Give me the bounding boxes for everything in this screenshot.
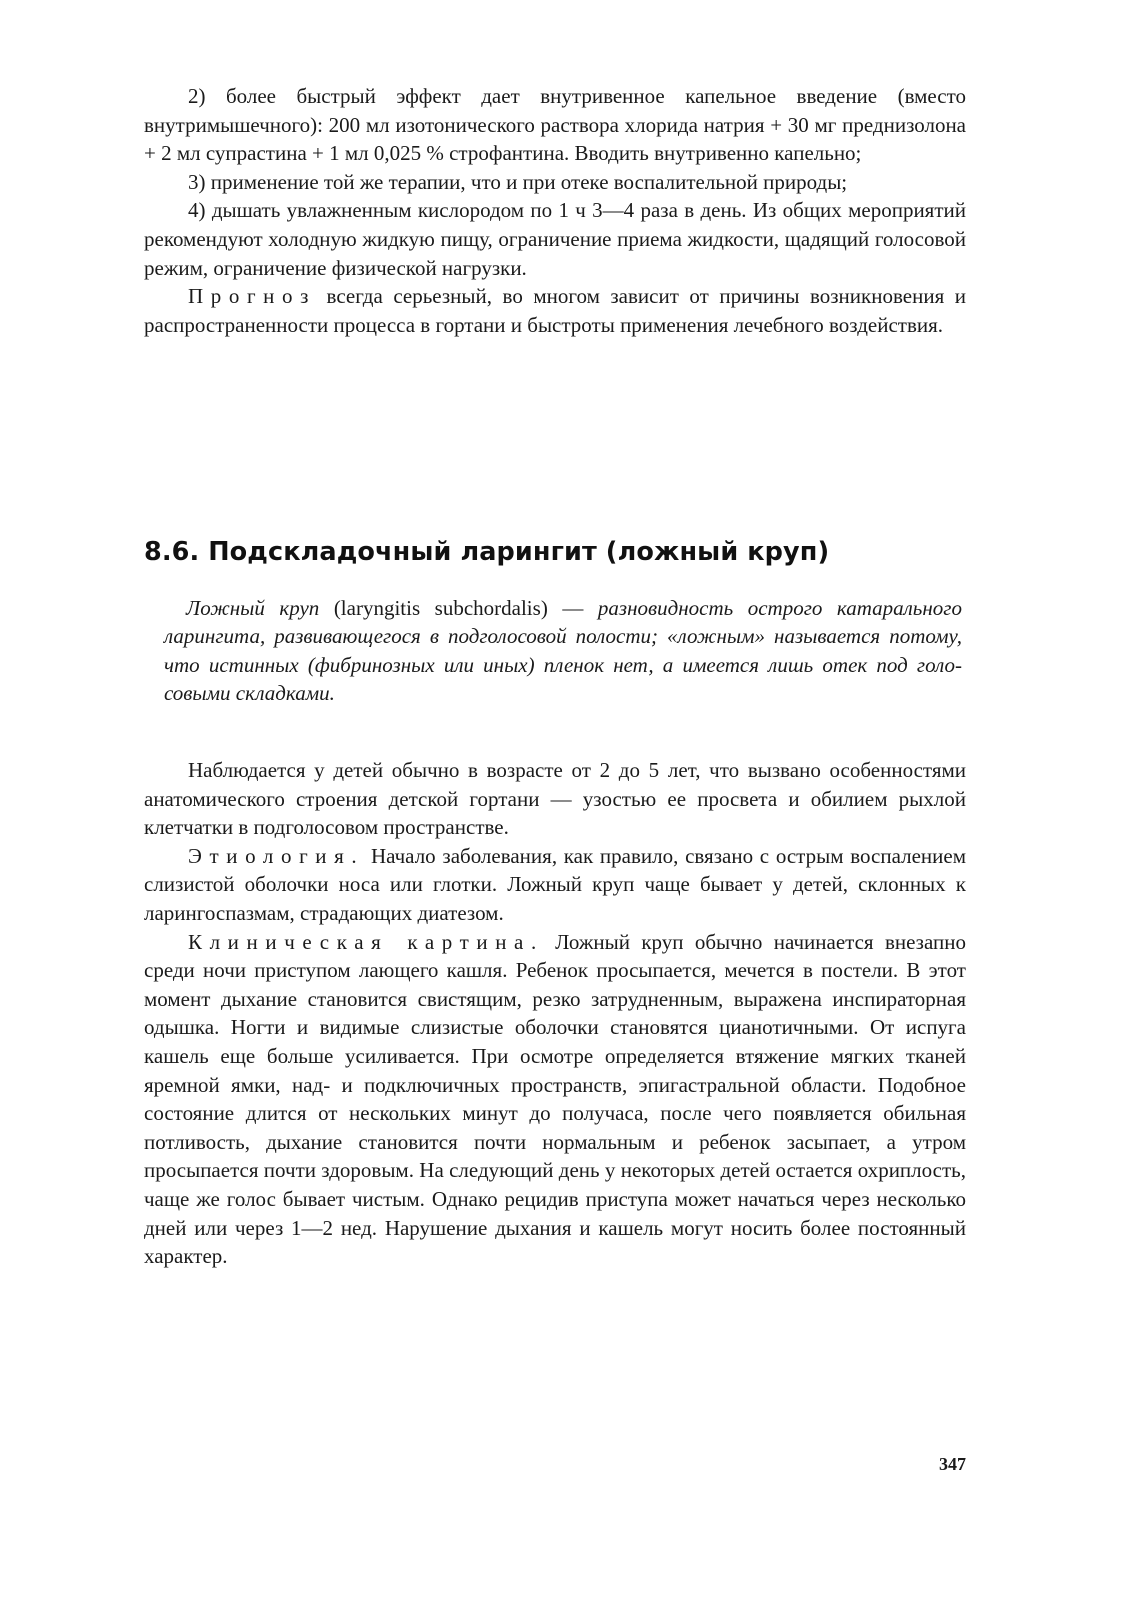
section-heading: 8.6. Подскладочный ларингит (ложный круп) — [144, 537, 830, 567]
definition-block — [164, 594, 962, 708]
paragraph-item-2: 2) более быстрый эффект дает внутривенное капельное введение (вместо внутримышечного): 200 мл изотонического раствора хлорида натрия + 30 мг преднизолона + 2 мл супрастина + 1 мл 0,025 % строфантина. Вводить внутривенно капельно; — [144, 84, 966, 166]
prognosis-text: всегда серьезный, во многом зависит от причины возникновения и распространенности процесса в гортани и быстроты применения лечебного воздействия. — [144, 284, 966, 337]
section-body — [144, 756, 966, 1271]
clinical-paragraph — [144, 928, 966, 1271]
clinical-label: Клиническая картина. — [188, 929, 544, 954]
etiology-text: Начало заболевания, как правило, связано с острым воспалением слизистой оболочки носа или глотки. Ложный круп чаще бывает у детей, склонных к ларингоспазмам, страдающих диатезом. — [144, 843, 966, 925]
definition-latin: (laryngitis subchordalis) — — [319, 596, 598, 620]
etiology-paragraph — [144, 842, 966, 928]
prognosis-paragraph — [144, 282, 966, 339]
definition-text: разновидность острого катарального ларингита, развивающегося в подголосовой полости; «ложным» называется потому, что истинных (фибринозных или иных) пленок нет, а имеется лишь отек под голосовыми складками. — [164, 596, 962, 706]
paragraph-item-3: 3) применение той же терапии, что и при отеке воспалительной природы; — [188, 169, 848, 194]
page-number: 347 — [939, 1454, 966, 1474]
age-paragraph: Наблюдается у детей обычно в возрасте от 2 до 5 лет, что вызвано особенностями анатомического строения детской гортани — узостью ее просвета и обилием рыхлой клетчатки в подголосовом пространстве. — [144, 758, 966, 840]
definition-term: Ложный круп — [186, 596, 320, 620]
top-section — [144, 82, 966, 339]
clinical-text: Ложный круп обычно начинается внезапно среди ночи приступом лающего кашля. Ребенок просыпается, мечется в постели. В этот момент дыхание становится свистящим, резко затрудненным, выражена инспираторная одышка. Ногти и видимые слизистые оболочки становятся цианотичными. От испуга кашель еще больше усиливается. При осмотре определяется втяжение мягких тканей яремной ямки, над- и подключичных пространств, эпигастральной области. Подобное состояние длится от нескольких минут до получаса, после чего появляется обильная потливость, дыхание становится почти нормальным и ребенок засыпает, а утром просыпается почти здоровым. На следующий день у некоторых детей остается охриплость, чаще же голос бывает чистым. Однако рецидив приступа может начаться через несколько дней или через 1—2 нед. Нарушение дыхания и кашель могут носить более постоянный характер. — [144, 929, 966, 1269]
prognosis-label: Прогноз — [188, 284, 317, 309]
paragraph-item-4: 4) дышать увлажненным кислородом по 1 ч 3—4 раза в день. Из общих мероприятий рекомендуют холодную жидкую пищу, ограничение приема жидкости, щадящий голосовой режим, ограничение физической нагрузки. — [144, 198, 966, 280]
etiology-label: Этиология. — [188, 843, 365, 868]
